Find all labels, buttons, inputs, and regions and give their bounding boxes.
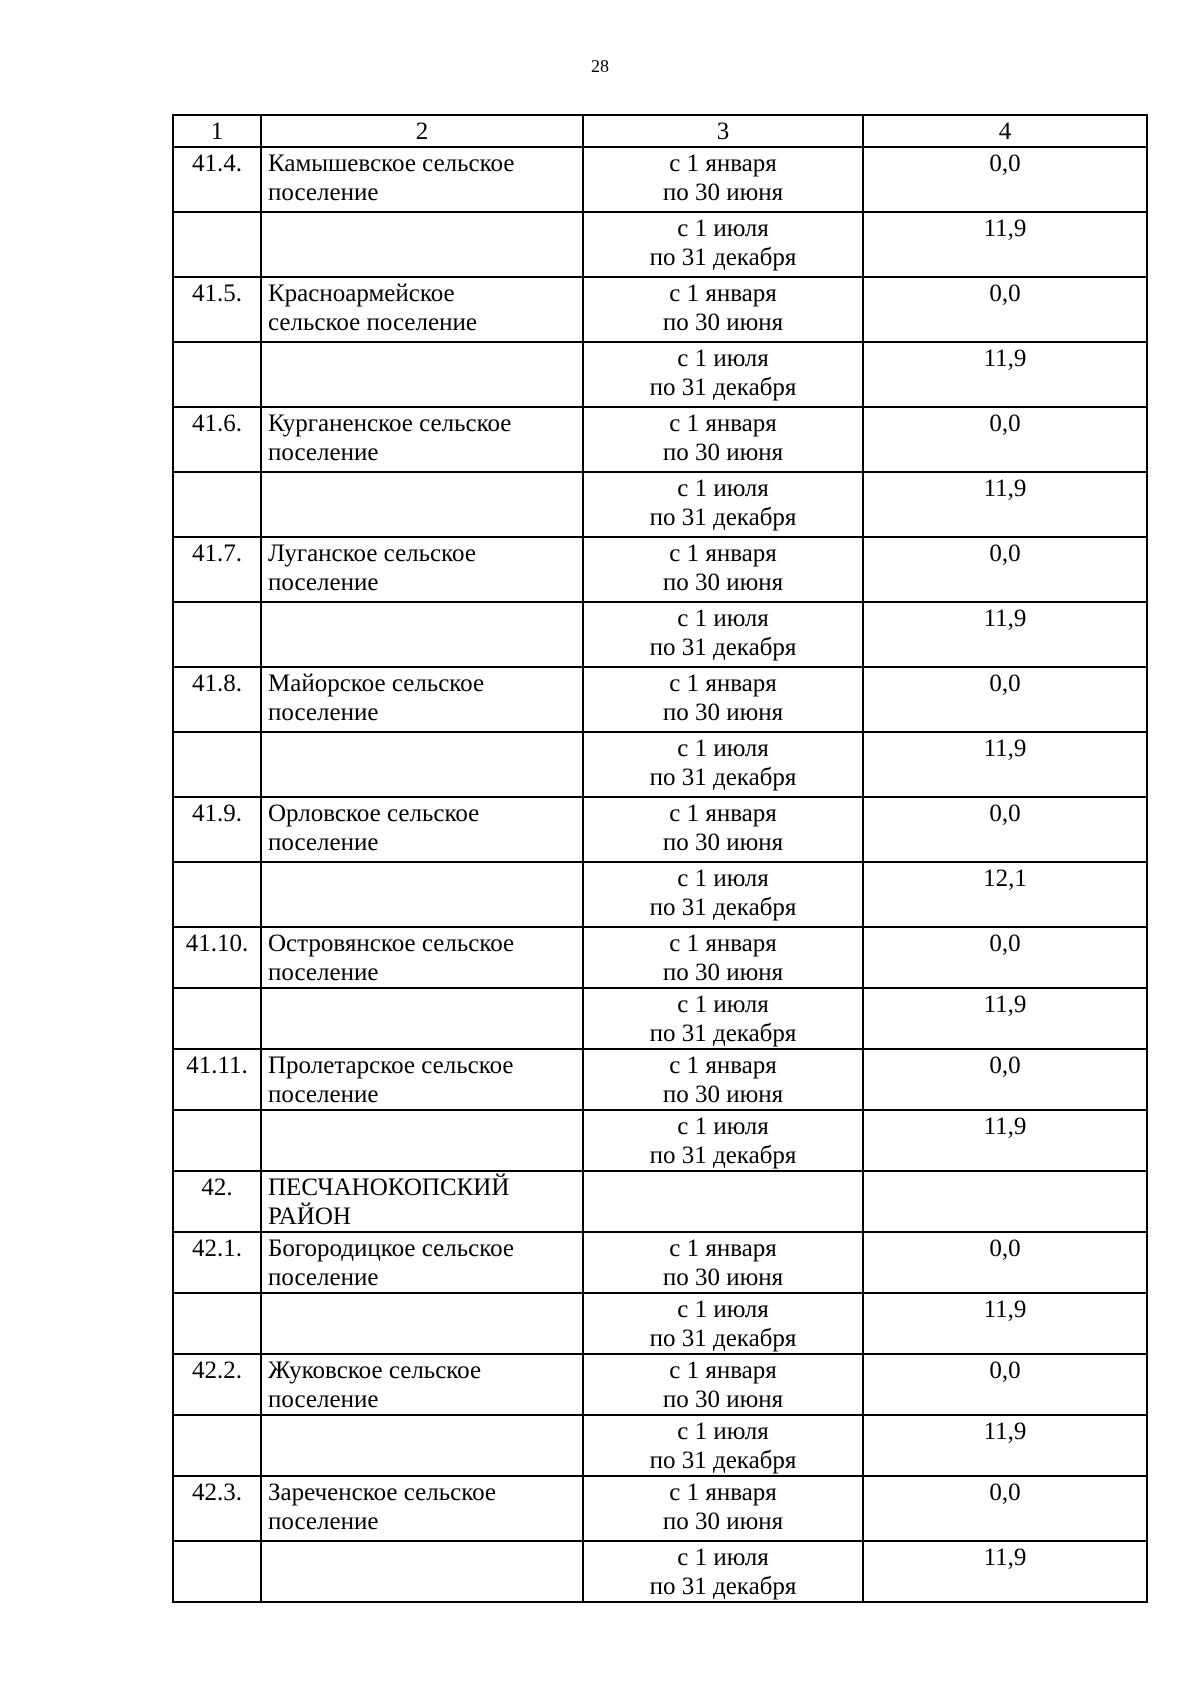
period-line: с 1 января xyxy=(669,1235,777,1262)
value-cell: 11,9 xyxy=(863,988,1147,1049)
settlement-name-cell xyxy=(261,862,583,927)
value-cell: 0,0 xyxy=(863,667,1147,732)
row-number-cell: 41.7. xyxy=(173,537,261,602)
table-row xyxy=(173,797,1147,862)
period-line: с 1 июля xyxy=(677,1418,769,1445)
period-cell xyxy=(583,602,863,667)
period-line: с 1 января xyxy=(669,150,777,177)
period-line: с 1 июля xyxy=(677,215,769,242)
period-cell xyxy=(583,407,863,472)
period-line: по 31 декабря xyxy=(649,1020,797,1047)
period-line: по 31 декабря xyxy=(649,374,797,401)
period-cell xyxy=(583,1171,863,1232)
row-number-cell xyxy=(173,1110,261,1171)
period-line: с 1 января xyxy=(669,930,777,957)
period-cell xyxy=(583,1415,863,1476)
row-number-cell xyxy=(173,862,261,927)
period-cell xyxy=(583,277,863,342)
period-cell xyxy=(583,537,863,602)
period-line: по 31 декабря xyxy=(649,894,797,921)
row-number-cell: 42.3. xyxy=(173,1476,261,1541)
period-line: по 30 июня xyxy=(662,959,784,986)
row-number-cell: 41.5. xyxy=(173,277,261,342)
value-cell: 11,9 xyxy=(863,1110,1147,1171)
period-line: с 1 января xyxy=(669,280,777,307)
period-line: по 30 июня xyxy=(662,1386,784,1413)
settlement-name-line: Майорское сельское xyxy=(268,670,485,697)
settlement-name-cell xyxy=(261,1415,583,1476)
value-cell: 11,9 xyxy=(863,732,1147,797)
value-cell: 11,9 xyxy=(863,472,1147,537)
settlement-name-cell xyxy=(261,1049,583,1110)
page-number: 28 xyxy=(591,56,609,76)
period-line: по 30 июня xyxy=(662,309,784,336)
row-number-cell xyxy=(173,602,261,667)
table-row xyxy=(173,1476,1147,1541)
settlement-name-line: поселение xyxy=(268,179,379,206)
settlement-name-line: Красноармейское xyxy=(268,280,455,307)
settlement-name-line: Пролетарское сельское xyxy=(268,1052,514,1079)
value-cell: 11,9 xyxy=(863,1415,1147,1476)
header-col-3: 3 xyxy=(583,115,863,147)
table-row xyxy=(173,1232,1147,1293)
period-cell xyxy=(583,1541,863,1602)
period-line: по 31 декабря xyxy=(649,1325,797,1352)
settlement-name-cell xyxy=(261,342,583,407)
period-line: по 30 июня xyxy=(662,1264,784,1291)
period-line: с 1 января xyxy=(669,1479,777,1506)
period-line: с 1 января xyxy=(669,410,777,437)
table-row xyxy=(173,732,1147,797)
table-row xyxy=(173,862,1147,927)
value-cell: 0,0 xyxy=(863,1232,1147,1293)
settlement-name-cell xyxy=(261,1541,583,1602)
settlement-name-line: поселение xyxy=(268,959,379,986)
period-line: с 1 января xyxy=(669,540,777,567)
period-line: с 1 июля xyxy=(677,605,769,632)
table-row xyxy=(173,537,1147,602)
period-cell xyxy=(583,342,863,407)
row-number-cell xyxy=(173,1293,261,1354)
value-cell: 11,9 xyxy=(863,1541,1147,1602)
settlement-name-cell xyxy=(261,1293,583,1354)
table-row xyxy=(173,407,1147,472)
settlement-name-line: ПЕСЧАНОКОПСКИЙ xyxy=(268,1174,510,1201)
period-cell xyxy=(583,1354,863,1415)
period-line: с 1 января xyxy=(669,1357,777,1384)
period-cell xyxy=(583,1049,863,1110)
period-cell xyxy=(583,1476,863,1541)
value-cell xyxy=(863,1171,1147,1232)
value-cell: 0,0 xyxy=(863,277,1147,342)
settlement-name-cell xyxy=(261,537,583,602)
settlement-name-cell xyxy=(261,1232,583,1293)
value-cell: 0,0 xyxy=(863,1049,1147,1110)
period-line: по 31 декабря xyxy=(649,1142,797,1169)
period-line: по 31 декабря xyxy=(649,634,797,661)
table-row xyxy=(173,1110,1147,1171)
settlement-name-cell xyxy=(261,472,583,537)
settlement-name-line: поселение xyxy=(268,1081,379,1108)
row-number-cell xyxy=(173,472,261,537)
period-line: с 1 июля xyxy=(677,475,769,502)
settlement-name-line: поселение xyxy=(268,1508,379,1535)
row-number-cell: 42. xyxy=(173,1171,261,1232)
period-cell xyxy=(583,212,863,277)
period-line: по 31 декабря xyxy=(649,504,797,531)
row-number-cell: 41.11. xyxy=(173,1049,261,1110)
table-row xyxy=(173,988,1147,1049)
period-line: по 30 июня xyxy=(662,829,784,856)
settlement-name-cell xyxy=(261,1110,583,1171)
settlement-name-cell xyxy=(261,1171,583,1232)
row-number-cell: 41.8. xyxy=(173,667,261,732)
row-number-cell xyxy=(173,1415,261,1476)
table-row xyxy=(173,342,1147,407)
table-row xyxy=(173,277,1147,342)
header-col-1: 1 xyxy=(173,115,261,147)
rates-table xyxy=(172,114,1148,1603)
table-row xyxy=(173,927,1147,988)
period-cell xyxy=(583,862,863,927)
period-cell xyxy=(583,1110,863,1171)
settlement-name-cell xyxy=(261,797,583,862)
value-cell: 0,0 xyxy=(863,407,1147,472)
table-row xyxy=(173,147,1147,212)
period-line: с 1 июля xyxy=(677,735,769,762)
period-line: по 31 декабря xyxy=(649,764,797,791)
settlement-name-cell xyxy=(261,732,583,797)
period-line: с 1 июля xyxy=(677,1296,769,1323)
settlement-name-cell xyxy=(261,1354,583,1415)
settlement-name-cell xyxy=(261,147,583,212)
period-line: с 1 июля xyxy=(677,345,769,372)
period-line: по 30 июня xyxy=(662,179,784,206)
period-line: с 1 января xyxy=(669,670,777,697)
period-cell xyxy=(583,988,863,1049)
row-number-cell: 42.1. xyxy=(173,1232,261,1293)
settlement-name-line: поселение xyxy=(268,569,379,596)
period-line: по 31 декабря xyxy=(649,1447,797,1474)
header-col-4: 4 xyxy=(863,115,1147,147)
settlement-name-line: РАЙОН xyxy=(268,1203,351,1230)
period-cell xyxy=(583,472,863,537)
value-cell: 11,9 xyxy=(863,1293,1147,1354)
row-number-cell: 41.10. xyxy=(173,927,261,988)
period-cell xyxy=(583,1232,863,1293)
header-col-2: 2 xyxy=(261,115,583,147)
row-number-cell xyxy=(173,342,261,407)
period-line: по 30 июня xyxy=(662,569,784,596)
table-row xyxy=(173,667,1147,732)
row-number-cell xyxy=(173,1541,261,1602)
table-row xyxy=(173,212,1147,277)
settlement-name-line: Зареченское сельское xyxy=(268,1479,497,1506)
row-number-cell: 41.4. xyxy=(173,147,261,212)
period-cell xyxy=(583,147,863,212)
value-cell: 0,0 xyxy=(863,1476,1147,1541)
settlement-name-line: Камышевское сельское xyxy=(268,150,515,177)
settlement-name-cell xyxy=(261,212,583,277)
settlement-name-line: поселение xyxy=(268,699,379,726)
table-header-row xyxy=(173,115,1147,147)
period-line: по 30 июня xyxy=(662,1081,784,1108)
settlement-name-cell xyxy=(261,1476,583,1541)
period-cell xyxy=(583,667,863,732)
settlement-name-line: Богородицкое сельское xyxy=(268,1235,515,1262)
value-cell: 0,0 xyxy=(863,537,1147,602)
value-cell: 0,0 xyxy=(863,797,1147,862)
value-cell: 0,0 xyxy=(863,1354,1147,1415)
table-row xyxy=(173,472,1147,537)
period-line: с 1 января xyxy=(669,800,777,827)
row-number-cell xyxy=(173,988,261,1049)
table-row xyxy=(173,1049,1147,1110)
period-line: с 1 июля xyxy=(677,991,769,1018)
period-line: по 30 июня xyxy=(662,1508,784,1535)
period-line: по 31 декабря xyxy=(649,244,797,271)
value-cell: 0,0 xyxy=(863,927,1147,988)
row-number-cell xyxy=(173,732,261,797)
settlement-name-line: Орловское сельское xyxy=(268,800,480,827)
period-cell xyxy=(583,927,863,988)
settlement-name-cell xyxy=(261,407,583,472)
period-cell xyxy=(583,732,863,797)
table-row xyxy=(173,1415,1147,1476)
period-line: с 1 июля xyxy=(677,865,769,892)
table-row xyxy=(173,1541,1147,1602)
settlement-name-line: поселение xyxy=(268,829,379,856)
settlement-name-cell xyxy=(261,277,583,342)
period-line: по 30 июня xyxy=(662,439,784,466)
value-cell: 11,9 xyxy=(863,342,1147,407)
period-line: с 1 января xyxy=(669,1052,777,1079)
period-cell xyxy=(583,797,863,862)
settlement-name-line: сельское поселение xyxy=(268,309,477,336)
value-cell: 11,9 xyxy=(863,212,1147,277)
settlement-name-cell xyxy=(261,927,583,988)
row-number-cell: 41.6. xyxy=(173,407,261,472)
row-number-cell: 41.9. xyxy=(173,797,261,862)
value-cell: 12,1 xyxy=(863,862,1147,927)
table-row xyxy=(173,1171,1147,1232)
settlement-name-line: Луганское сельское xyxy=(268,540,476,567)
settlement-name-line: поселение xyxy=(268,1386,379,1413)
row-number-cell: 42.2. xyxy=(173,1354,261,1415)
settlement-name-cell xyxy=(261,667,583,732)
settlement-name-line: поселение xyxy=(268,1264,379,1291)
settlement-name-line: Жуковское сельское xyxy=(268,1357,482,1384)
row-number-cell xyxy=(173,212,261,277)
period-line: с 1 июля xyxy=(677,1113,769,1140)
settlement-name-line: Островянское сельское xyxy=(268,930,515,957)
settlement-name-line: Курганенское сельское xyxy=(268,410,512,437)
settlement-name-cell xyxy=(261,988,583,1049)
table-row xyxy=(173,602,1147,667)
period-line: с 1 июля xyxy=(677,1544,769,1571)
period-cell xyxy=(583,1293,863,1354)
settlement-name-cell xyxy=(261,602,583,667)
settlement-name-line: поселение xyxy=(268,439,379,466)
value-cell: 0,0 xyxy=(863,147,1147,212)
value-cell: 11,9 xyxy=(863,602,1147,667)
period-line: по 30 июня xyxy=(662,699,784,726)
period-line: по 31 декабря xyxy=(649,1573,797,1600)
table-row xyxy=(173,1293,1147,1354)
table-row xyxy=(173,1354,1147,1415)
